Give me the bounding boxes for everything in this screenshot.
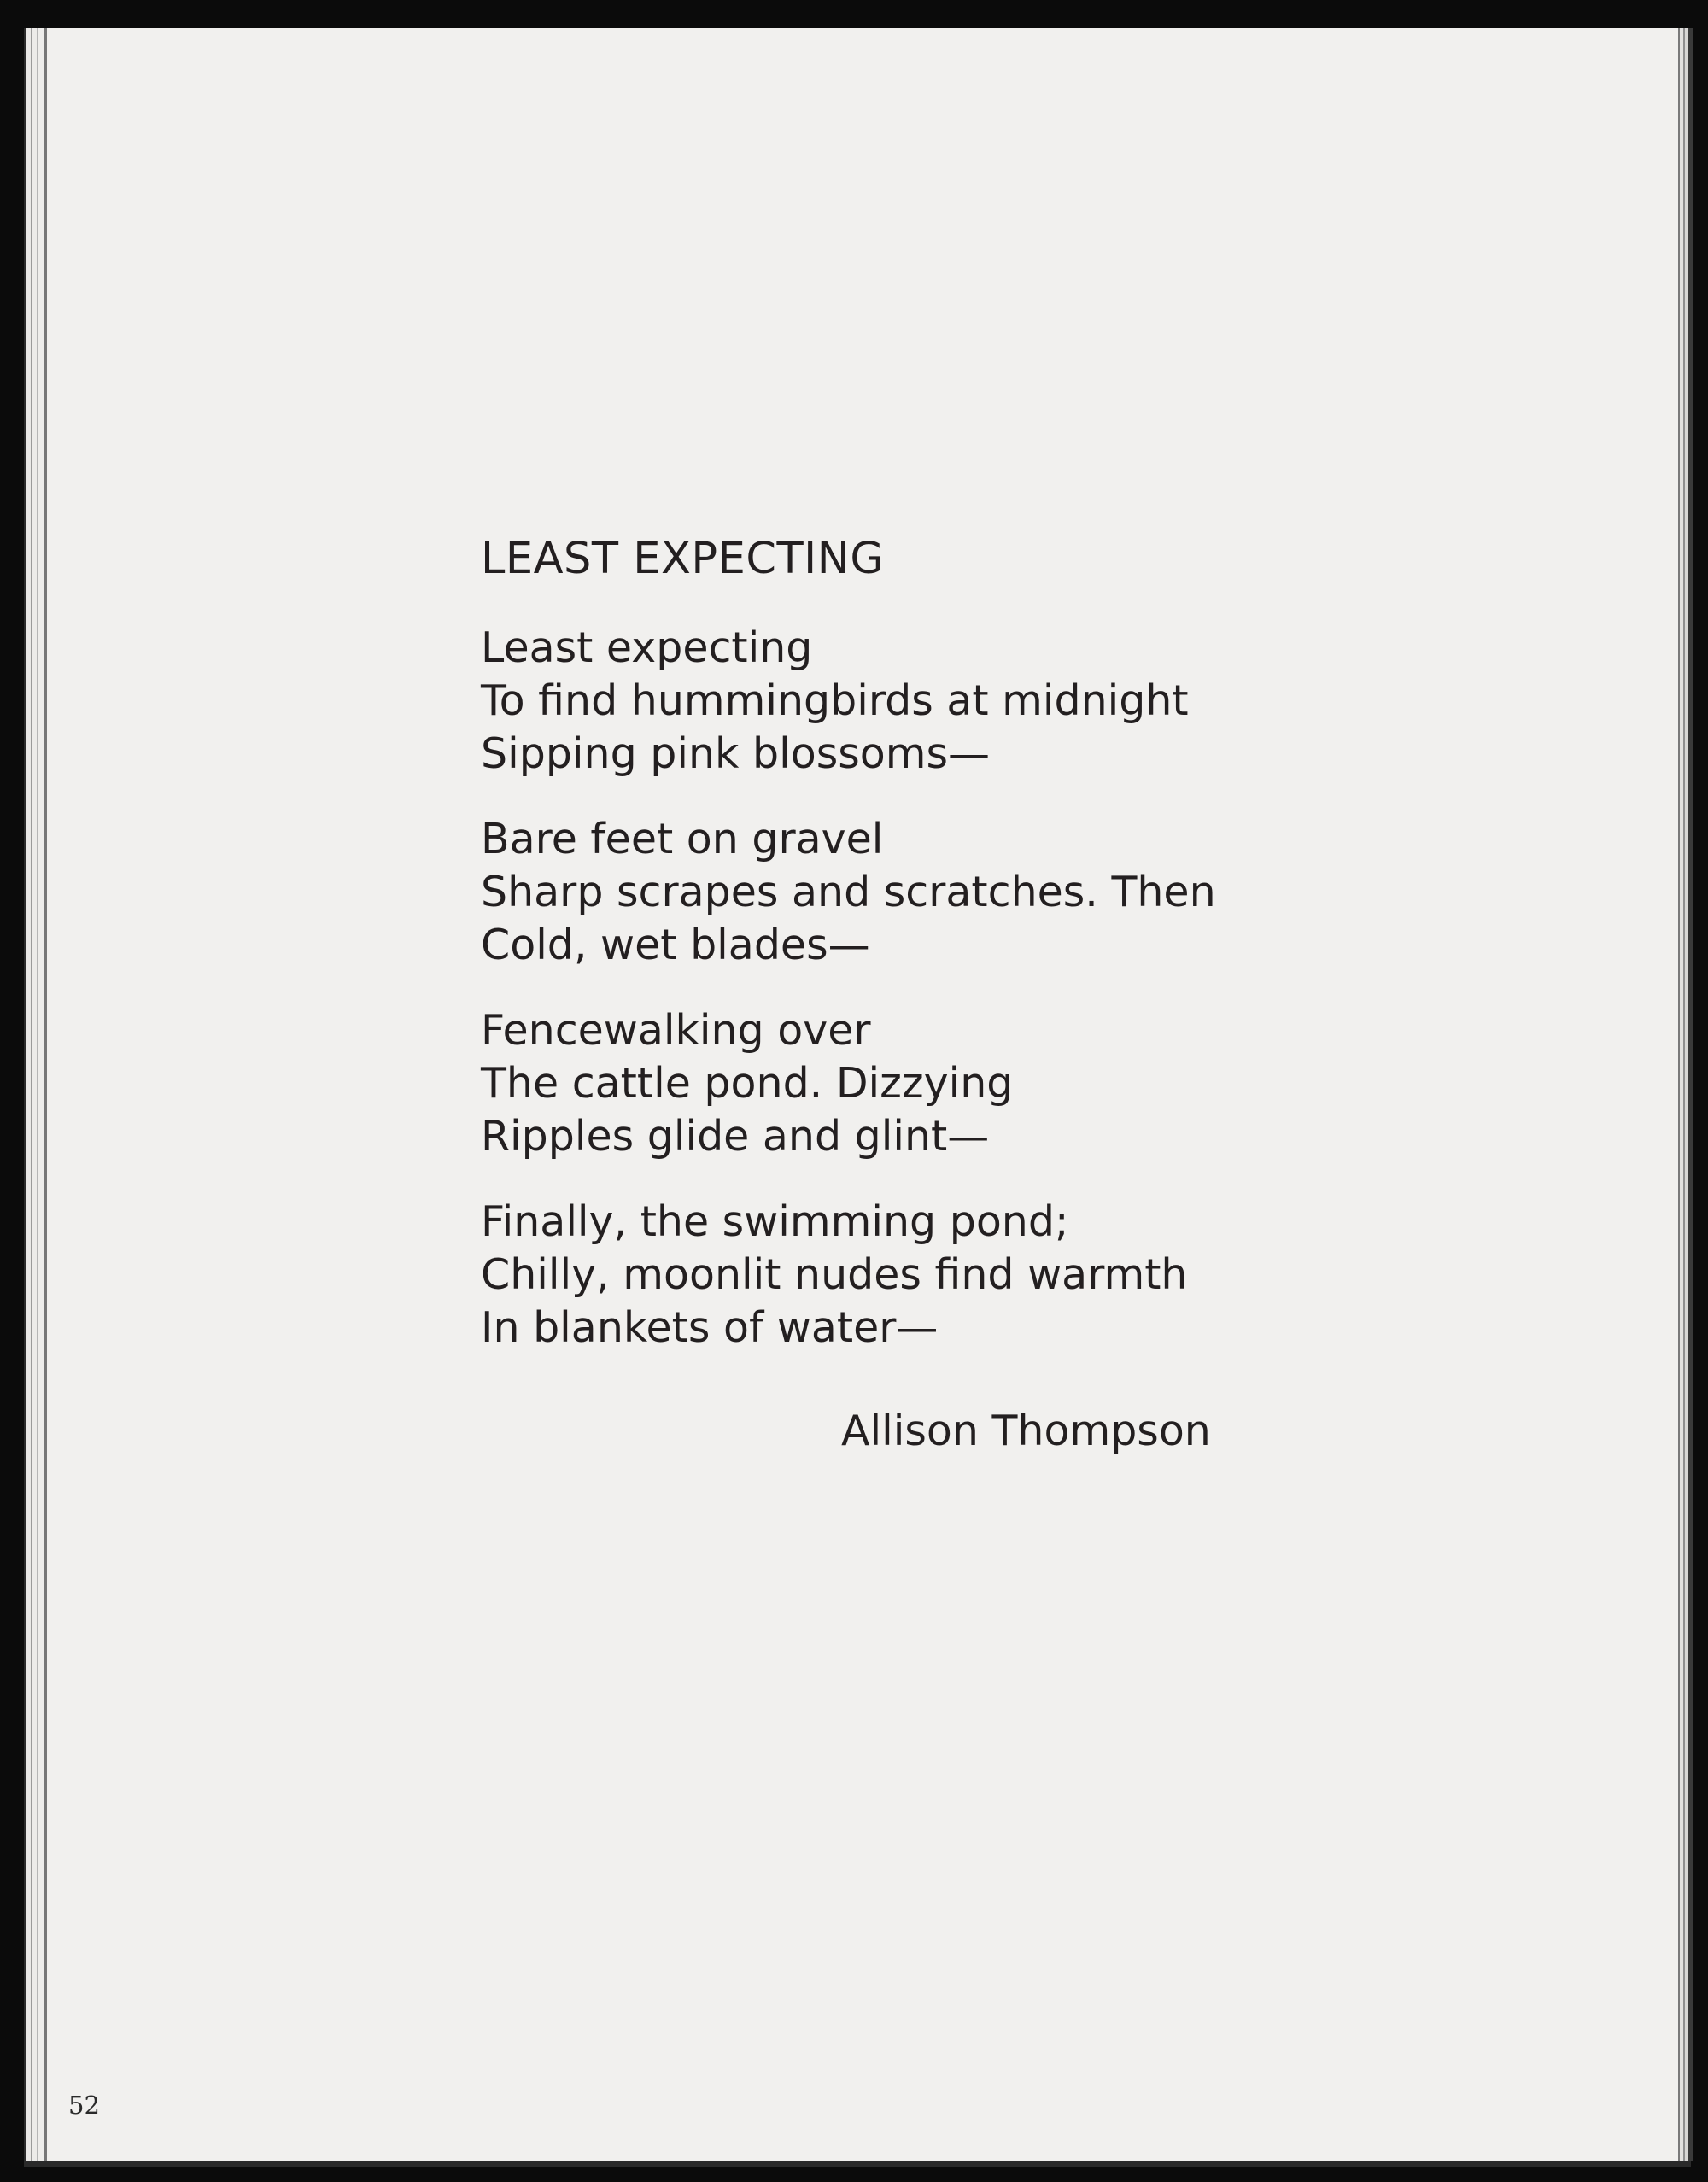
poem-line: Sharp scrapes and scratches. Then [481, 868, 1216, 916]
poem-title: LEAST EXPECTING [481, 534, 885, 584]
poem-line: Sipping pink blossoms— [481, 729, 990, 778]
poem [481, 529, 1249, 1354]
page-number: 52 [68, 2091, 100, 2120]
page-stack-edge-right [1670, 28, 1693, 2161]
scan-bottom-border [24, 2161, 1691, 2167]
poem-line: Least expecting [481, 623, 813, 672]
poem-line: Finally, the swimming pond; [481, 1197, 1069, 1246]
poem-line: Chilly, moonlit nudes find warmth [481, 1250, 1188, 1299]
poem-line: Cold, wet blades— [481, 921, 870, 969]
poem-line: The cattle pond. Dizzying [481, 1059, 1014, 1108]
poem-line: Fencewalking over [481, 1006, 871, 1055]
poem-line: Bare feet on gravel [481, 815, 884, 863]
poem-line: Ripples glide and glint— [481, 1112, 990, 1161]
poem-author: Allison Thompson [841, 1407, 1211, 1455]
page-stack-edge-left [24, 28, 51, 2161]
poem-line: To find hummingbirds at midnight [481, 676, 1189, 725]
stanza-4 [481, 1196, 1249, 1354]
poem-line: In blankets of water— [481, 1303, 939, 1352]
stanza-1 [481, 622, 1249, 781]
stanza-2 [481, 813, 1249, 972]
stanza-3 [481, 1004, 1249, 1163]
